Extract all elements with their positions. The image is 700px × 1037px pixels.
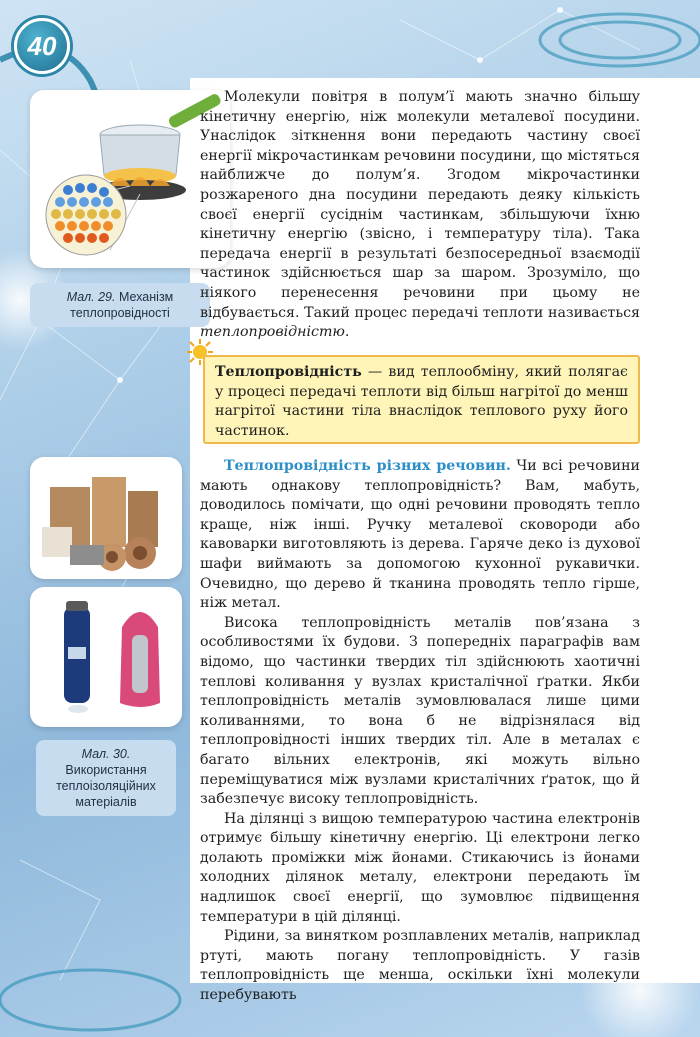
figure-30-label: Мал. 30.	[81, 747, 131, 761]
figure-30-image-thermos	[30, 587, 182, 727]
section-2-title: Теплопровідність різних речовин.	[224, 458, 511, 474]
page-number: 40	[14, 18, 70, 74]
thermos-illustration	[30, 587, 182, 727]
insulation-materials-illustration	[30, 457, 182, 579]
figure-29-label: Мал. 29.	[66, 290, 116, 304]
figure-30-caption-text: Використання теплоізоляційних матеріалів	[56, 763, 156, 809]
section-2-paragraph-2: Висока теплопровідність металів пов’язана з особливостями їх будови. З попередніх параграфів вам відомо, що частинки твердих тіл здійснюють хаотичні теплові коливання у вузлах кристалічної ґратки. Якби теплопровідність металів зумовлювалася лише цими коливаннями, то вона б не відрізнялася від теплопровідності інших твердих тіл. Але в металах є багато вільних електронів, які можуть вільно переміщуватися між вузлами кристалічних ґраток, що й забезпечує високу теплопровідність.	[200, 614, 640, 808]
definition-text: — вид теплообміну, який полягає у процесі передачі теплоти від більш нагрітої до менш нагрітої частини тіла внаслідок теплового руху його частинок.	[215, 364, 628, 439]
figure-30-caption	[36, 740, 176, 816]
paragraph-1-term: теплопровідністю	[200, 324, 345, 341]
section-2-paragraph-3: На ділянці з вищою температурою частина електронів отримує більшу кінетичну енергію. Ці електрони легко долають проміжки між йонами. Стикаючись із йонами холодних ділянок металу, електрони передають їм надлишок своєї енергії, що зумовлює підвищення температури в цій ділянці.	[200, 810, 640, 925]
paragraph-heat-transfer: Молекули повітря в полум’ї мають значно більшу кінетичну енергію, ніж молекули металевої посудини. Унаслідок зіткнення вони передають частину своєї енергії мікрочастинкам речовини посудини, що містяться найближче до полум’я. Згодом мікрочастинки розжареного дна посудини передають деяку кількість своєї енергії сусіднім частинкам, збільшуючи їхню кінетичну енергію (звісно, і температуру тіла). Така передача енергії в результаті безпосередньої взаємодії частинок здійснюється шар за шаром. Зрозуміло, що ніякого перенесення речовини при цьому не відбувається. Такий процес передачі теплоти називається теплопровідністю.	[200, 89, 640, 341]
definition-term: Теплопровідність	[215, 364, 362, 380]
paragraph-1-text: Молекули повітря в полум’ї мають значно більшу кінетичну енергію, ніж молекули металевої посудини. Унаслідок зіткнення вони передають частину своєї енергії мікрочастинкам речовини посудини, що містяться найближче до полум’я. Згодом мікрочастинки розжареного дна посудини передають деяку кількість своєї енергії сусіднім частинкам, збільшуючи їхню кінетичну енергію (звісно, і температуру тіла). Така передача енергії в результаті безпосередньої взаємодії частинок здійснюється шар за шаром. Зрозуміло, що ніякого перенесення речовини при цьому не відбувається. Такий процес передачі теплоти називається	[200, 89, 640, 321]
figure-29-caption	[30, 283, 210, 327]
definition-box	[203, 355, 640, 444]
section-2-paragraph-4: Рідини, за винятком розплавлених металів, наприклад ртуті, мають погану теплопровідність. У газів теплопровідність ще менша, оскільки їхні молекули перебувають	[200, 928, 640, 1004]
figure-30-image-materials	[30, 457, 182, 579]
section-conductivity-of-substances	[200, 457, 640, 1006]
figure-29-caption-text: Механізм теплопровідності	[70, 290, 174, 320]
section-2-paragraph-1: Чи всі речовини мають однакову теплопровідність? Вам, мабуть, доводилось помічати, що одні речовини проводять тепло краще, ніж інші. Ручку металевої сковороди або кавоварки виготовляють із дерева. Гаряче деко із духової шафи виймають за допомогою кухонної рукавички. Очевидно, що дерево й тканина проводять тепло гірше, ніж метал.	[200, 458, 640, 612]
